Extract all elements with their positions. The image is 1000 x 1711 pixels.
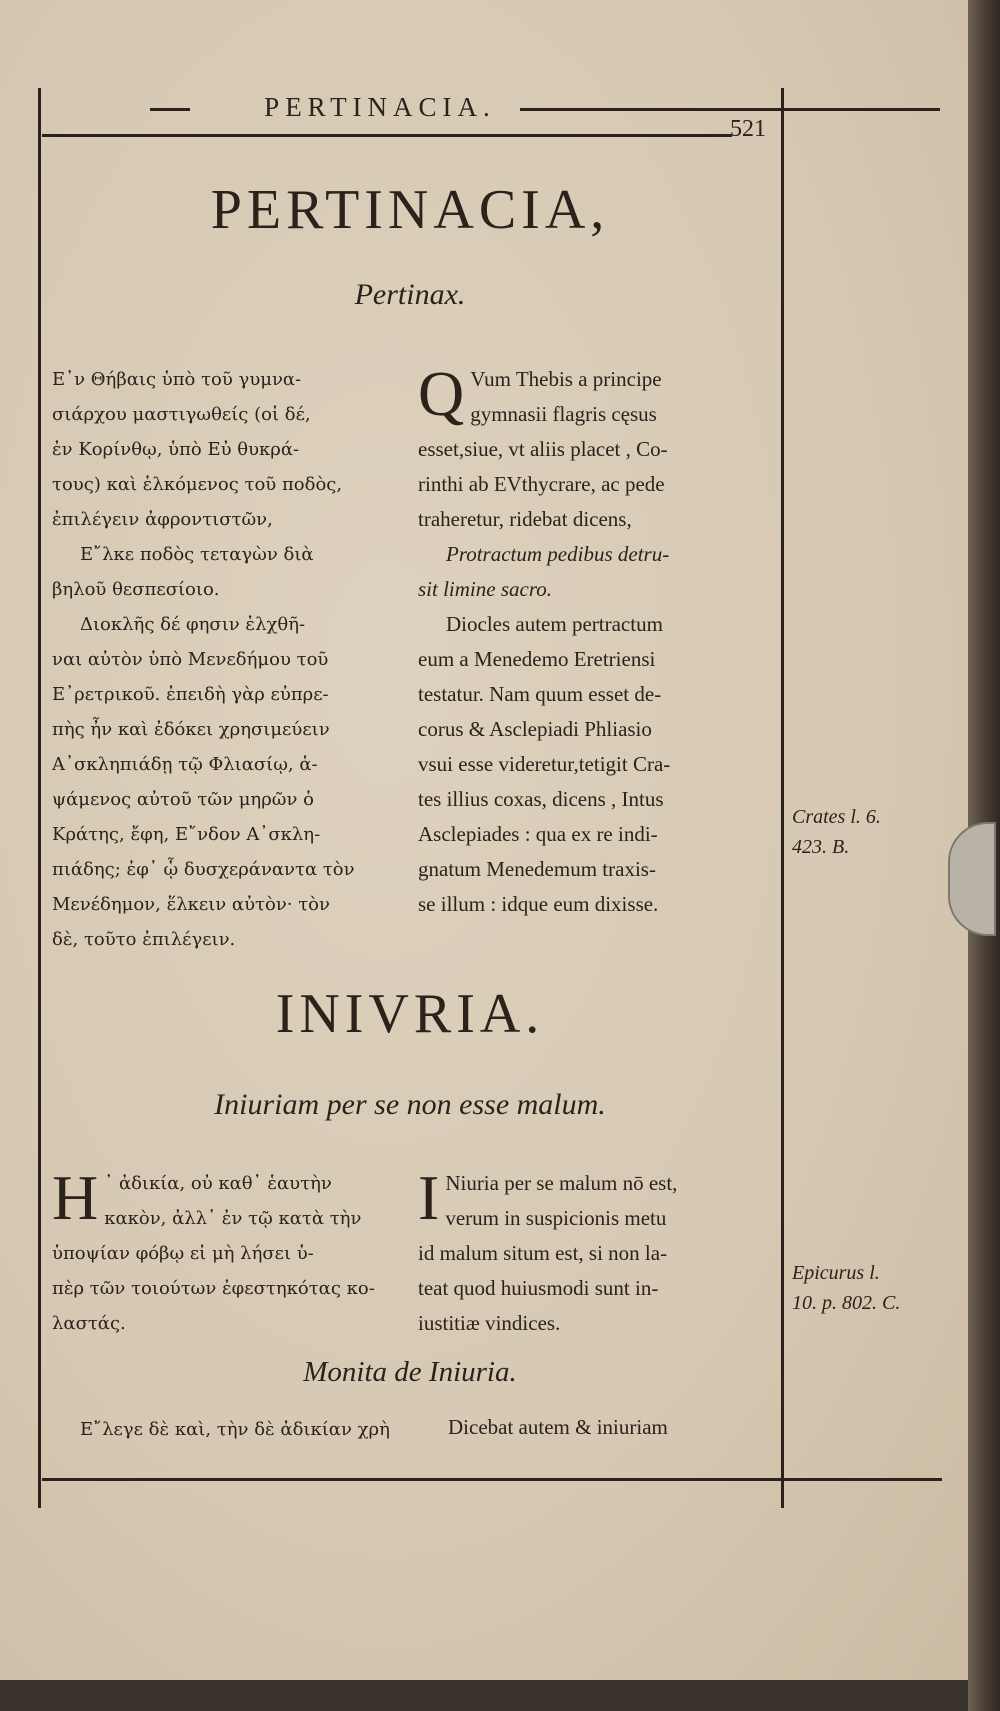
margin-note-epicurus [792, 1258, 900, 1318]
greek-line: Ε῎λκε ποδὸς τεταγὼν διὰ [80, 544, 314, 565]
margin-note-line: 10. p. 802. C. [792, 1292, 901, 1314]
greek-line: ἐπιλέγειν ἀφροντιστῶν, [52, 509, 273, 530]
greek-line: ψάμενος αὐτοῦ τῶν μηρῶν ὁ [52, 789, 314, 810]
greek-line: πὲρ τῶν τοιούτων ἐφεστηκότας κο- [52, 1278, 375, 1299]
running-head: PERTINACIA. [264, 92, 496, 122]
section-title-pertinacia: PERTINACIA, [210, 179, 610, 241]
drop-cap: I [418, 1162, 440, 1233]
margin-note-crates [792, 802, 881, 862]
latin-line: se illum : idque eum dixisse. [418, 892, 659, 916]
latin-line: iustitiæ vindices. [418, 1311, 561, 1335]
section-subtitle-pertinax: Pertinax. [354, 278, 466, 311]
latin-line: testatur. Nam quum esset de- [418, 682, 662, 706]
greek-line: ἐν Κορίνθῳ, ὑπὸ Εὐ θυκρά- [52, 439, 300, 460]
latin-line: gymnasii flagris cęsus [470, 402, 657, 426]
latin-verse-line: Protractum pedibus detru- [446, 542, 670, 566]
latin-line: Vum Thebis a principe [470, 367, 662, 391]
greek-column-pertinacia [52, 362, 382, 957]
page-number: 521 [730, 116, 766, 142]
greek-line: Α᾽σκληπιάδῃ τῷ Φλιασίῳ, ἁ- [52, 754, 318, 775]
monita-heading: Monita de Iniuria. [303, 1356, 517, 1388]
greek-line: Ε᾽ν Θήβαις ὑπὸ τοῦ γυμνα- [52, 369, 302, 390]
greek-line: Μενέδημον, ἕλκειν αὐτὸν· τὸν [52, 894, 330, 915]
latin-line: teat quod huiusmodi sunt in- [418, 1276, 659, 1300]
greek-line: ναι αὐτὸν ὑπὸ Μενεδήμου τοῦ [52, 649, 329, 670]
greek-line: σιάρχου μαστιγωθείς (οἱ δέ, [52, 404, 311, 425]
bottom-shadow [0, 1680, 968, 1711]
drop-cap: Q [418, 358, 465, 429]
greek-line: πιάδης; ἐφ᾽ ᾧ δυσχεράναντα τὸν [52, 859, 355, 880]
latin-column-iniuria [418, 1162, 778, 1341]
margin-note-line: 423. B. [792, 836, 850, 858]
latin-line: rinthi ab EVthycrare, ac pede [418, 472, 665, 496]
greek-line: δὲ, τοῦτο ἐπιλέγειν. [52, 929, 236, 950]
latin-line: Diocles autem pertractum [446, 612, 663, 636]
greek-line: Διοκλῆς δέ φησιν ἑλχθῆ- [80, 614, 306, 635]
greek-line: ὑποψίαν φόβῳ εἰ μὴ λήσει ὑ- [52, 1243, 314, 1264]
latin-line: Asclepiades : qua ex re indi- [418, 822, 658, 846]
latin-line: eum a Menedemo Eretriensi [418, 647, 656, 671]
drop-cap: H [52, 1162, 99, 1233]
latin-line: id malum situm est, si non la- [418, 1241, 668, 1265]
greek-line: λαστάς. [52, 1313, 126, 1334]
latin-line: tes illius coxas, dicens , Intus [418, 787, 664, 811]
latin-line: traheretur, ridebat dicens, [418, 507, 632, 531]
latin-line: Niuria per se malum nō est, [445, 1171, 678, 1195]
latin-last-line: Dicebat autem & iniuriam [448, 1415, 668, 1439]
greek-column-iniuria [52, 1162, 382, 1341]
greek-line: πὴς ἦν καὶ ἐδόκει χρησιμεύειν [52, 719, 330, 740]
greek-line: κακὸν, ἀλλ᾽ ἐν τῷ κατὰ τὴν [104, 1208, 362, 1229]
latin-column-pertinacia [418, 358, 778, 922]
greek-line: Ε᾽ρετρικοῦ. ἐπειδὴ γὰρ εὐπρε- [52, 684, 329, 705]
section-subtitle-iniuria: Iniuriam per se non esse malum. [214, 1088, 606, 1121]
bottom-rule [42, 1478, 942, 1481]
section-title-iniuria: INIVRIA. [275, 983, 545, 1045]
latin-line: verum in suspicionis metu [445, 1206, 667, 1230]
latin-line: vsui esse videretur,tetigit Cra- [418, 752, 671, 776]
book-clasp [948, 822, 996, 936]
greek-last-line: Ε῎λεγε δὲ καὶ, τὴν δὲ ἀδικίαν χρὴ [80, 1419, 390, 1440]
latin-line: gnatum Menedemum traxis- [418, 857, 656, 881]
margin-note-line: Epicurus l. [792, 1262, 880, 1284]
greek-line: βηλοῦ θεσπεσίοιο. [52, 579, 220, 600]
latin-line: esset,siue, vt aliis placet , Co- [418, 437, 668, 461]
greek-line: τους) καὶ ἑλκόμενος τοῦ ποδὸς, [52, 474, 343, 495]
latin-line: corus & Asclepiadi Phliasio [418, 717, 652, 741]
greek-line: ᾽ ἀδικία, οὐ καθ᾽ ἑαυτὴν [104, 1173, 332, 1194]
latin-verse-line: sit limine sacro. [418, 577, 552, 601]
margin-note-line: Crates l. 6. [792, 806, 881, 828]
greek-line: Κράτης, ἔφη, Ε῎νδον Α᾽σκλη- [52, 824, 321, 845]
